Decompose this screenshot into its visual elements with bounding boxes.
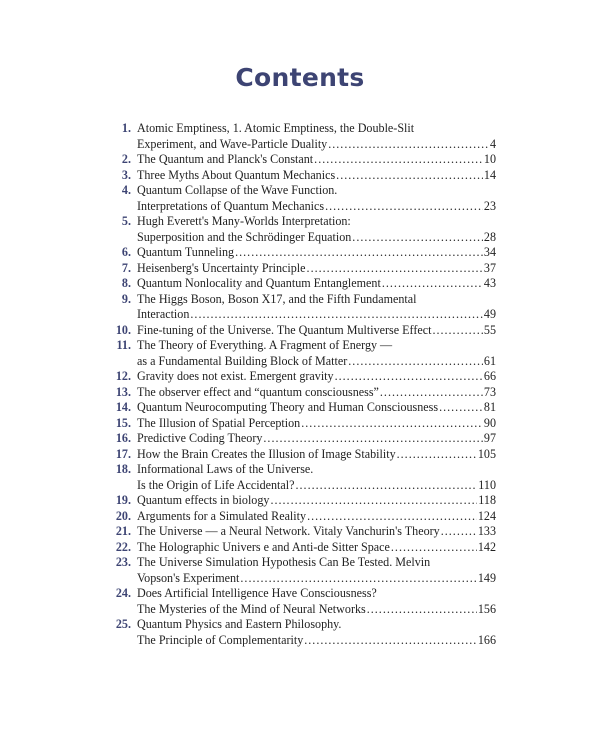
toc-entry xyxy=(108,524,496,540)
toc-entry-title-line: Predictive Coding Theory xyxy=(137,431,263,445)
toc-entry-leader-line xyxy=(137,493,496,509)
toc-entry-page-number: 43 xyxy=(483,276,496,290)
toc-entry-title-line: The Mysteries of the Mind of Neural Networks xyxy=(137,601,366,616)
toc-entry-title-line: Experiment, and Wave-Particle Duality xyxy=(137,136,328,151)
toc-entry-page-number: 49 xyxy=(483,307,496,321)
toc-entry-page-number: 34 xyxy=(483,245,496,259)
toc-entry-number: 5. xyxy=(121,214,131,228)
dot-leader xyxy=(263,431,483,447)
toc-entry-title-line: The observer effect and “quantum consciousness” xyxy=(137,384,379,399)
toc-entry xyxy=(108,447,496,463)
toc-entry-title-line: The Higgs Boson, Boson X17, and the Fifth Fundamental xyxy=(137,291,417,306)
toc-entry-title-line: The Universe Simulation Hypothesis Can Be Tested. Melvin xyxy=(137,555,431,569)
toc-entry xyxy=(108,431,496,447)
toc-entry-body xyxy=(137,276,496,292)
toc-entry-page-number: 90 xyxy=(483,415,496,430)
toc-entry-leader-line xyxy=(137,323,496,339)
dot-leader xyxy=(296,478,478,494)
dot-leader xyxy=(314,152,483,168)
toc-entry-page-number: 55 xyxy=(483,322,496,337)
toc-entry-body xyxy=(137,431,496,447)
toc-entry xyxy=(108,183,496,214)
toc-entry-page-number: 110 xyxy=(478,477,496,492)
toc-entry-page-number: 118 xyxy=(478,493,496,507)
dot-leader xyxy=(397,447,477,463)
toc-entry-body xyxy=(137,261,496,277)
toc-entry-leader-line xyxy=(137,261,496,277)
toc-entry-number: 15. xyxy=(115,415,131,430)
dot-leader xyxy=(240,571,476,587)
toc-entry-title-line: Arguments for a Simulated Reality xyxy=(137,508,307,523)
toc-entry-number: 19. xyxy=(115,493,131,507)
toc-entry-page-number: 23 xyxy=(483,198,496,213)
toc-entry-leader-line xyxy=(137,385,496,401)
toc-entry xyxy=(108,152,496,168)
toc-entry-number: 17. xyxy=(115,446,131,461)
toc-entry-body xyxy=(137,183,496,214)
toc-entry xyxy=(108,338,496,369)
toc-entry-leader-line xyxy=(137,478,496,494)
toc-entry-body xyxy=(137,323,496,339)
toc-entry-page-number: 97 xyxy=(483,431,496,445)
toc-entry-page-number: 4 xyxy=(489,136,496,151)
toc-entry-number: 8. xyxy=(121,276,131,290)
toc-entry-number: 16. xyxy=(115,431,131,445)
toc-entry-title-line: Is the Origin of Life Accidental? xyxy=(137,477,295,492)
dot-leader xyxy=(270,493,477,509)
toc-entry-body xyxy=(137,385,496,401)
toc-entry-page-number: 166 xyxy=(477,632,496,647)
toc-entry-leader-line xyxy=(137,230,496,246)
toc-entry-number: 2. xyxy=(121,152,131,166)
toc-entry-leader-line xyxy=(137,602,496,618)
toc-entry xyxy=(108,555,496,586)
toc-entry-page-number: 10 xyxy=(483,152,496,166)
toc-entry-page-number: 28 xyxy=(483,229,496,244)
toc-entry-body xyxy=(137,292,496,323)
dot-leader xyxy=(307,509,477,525)
toc-entry-title-line: Quantum Neurocomputing Theory and Human Consciousness xyxy=(137,400,439,414)
toc-entry-leader-line xyxy=(137,447,496,463)
dot-leader xyxy=(301,416,483,432)
toc-entry-page-number: 66 xyxy=(483,369,496,383)
dot-leader xyxy=(190,307,483,323)
toc-entry-body xyxy=(137,493,496,509)
toc-entry-body xyxy=(137,416,496,432)
dot-leader xyxy=(432,323,482,339)
toc-entry-title-line: Quantum Collapse of the Wave Function. xyxy=(137,183,338,197)
toc-entry-title-line: Vopson's Experiment xyxy=(137,570,240,585)
toc-entry-page-number: 14 xyxy=(483,167,496,182)
toc-entry-body xyxy=(137,369,496,385)
toc-entry-page-number: 149 xyxy=(477,570,496,585)
toc-entry-body xyxy=(137,121,496,152)
toc-entry-leader-line xyxy=(137,307,496,323)
toc-entry-title-line: Superposition and the Schrödinger Equation xyxy=(137,229,352,244)
toc-entry xyxy=(108,385,496,401)
toc-entry-number: 25. xyxy=(115,617,131,631)
toc-entry-page-number: 156 xyxy=(477,601,496,616)
dot-leader xyxy=(382,276,483,292)
toc-entry-number: 20. xyxy=(115,508,131,523)
toc-entry xyxy=(108,292,496,323)
toc-entry-title-line: The Illusion of Spatial Perception xyxy=(137,415,301,430)
toc-entry-leader-line xyxy=(137,354,496,370)
toc-entry xyxy=(108,462,496,493)
toc-entry-number: 11. xyxy=(116,338,131,352)
toc-entry-leader-line xyxy=(137,152,496,168)
toc-entry xyxy=(108,509,496,525)
toc-entry-leader-line xyxy=(137,400,496,416)
toc-entry-number: 9. xyxy=(121,291,131,306)
toc-entry xyxy=(108,586,496,617)
toc-entry-page-number: 124 xyxy=(477,508,496,523)
toc-entry-page-number: 61 xyxy=(483,353,496,368)
toc-entry-number: 10. xyxy=(115,322,131,337)
toc-entry xyxy=(108,276,496,292)
toc-entry-title-line: Quantum effects in biology xyxy=(137,493,270,507)
toc-entry-body xyxy=(137,524,496,540)
toc-entry-page-number: 37 xyxy=(483,260,496,275)
toc-entry-leader-line xyxy=(137,540,496,556)
toc-entry-leader-line xyxy=(137,416,496,432)
toc-entry-title-line: Informational Laws of the Universe. xyxy=(137,462,314,476)
toc-entry-leader-line xyxy=(137,168,496,184)
toc-entry-page-number: 142 xyxy=(477,539,496,554)
dot-leader xyxy=(304,633,477,649)
toc-entry-title-line: Three Myths About Quantum Mechanics xyxy=(137,167,336,182)
dot-leader xyxy=(348,354,483,370)
toc-entry-body xyxy=(137,338,496,369)
toc-entry-title-line: The Universe — a Neural Network. Vitaly Vanchurin's Theory xyxy=(137,524,440,538)
toc-entry xyxy=(108,369,496,385)
toc-entry-title-line: Hugh Everett's Many-Worlds Interpretation: xyxy=(137,214,351,228)
toc-entry xyxy=(108,400,496,416)
toc-entry-title-line: Gravity does not exist. Emergent gravity xyxy=(137,369,334,383)
toc-entry-body xyxy=(137,245,496,261)
toc-entry-leader-line xyxy=(137,633,496,649)
toc-entry-title-line: The Theory of Everything. A Fragment of Energy — xyxy=(137,338,393,352)
toc-entry-leader-line xyxy=(137,199,496,215)
toc-entry-title-line: Fine-tuning of the Universe. The Quantum Multiverse Effect xyxy=(137,322,432,337)
toc-entry-number: 12. xyxy=(115,369,131,383)
toc-entry-title-line: Interpretations of Quantum Mechanics xyxy=(137,198,325,213)
dot-leader xyxy=(441,524,477,540)
toc-entry xyxy=(108,214,496,245)
toc-entry-page-number: 73 xyxy=(483,384,496,399)
toc-entry-number: 23. xyxy=(115,555,131,569)
dot-leader xyxy=(391,540,477,556)
toc-entry-body xyxy=(137,447,496,463)
toc-entry xyxy=(108,261,496,277)
toc-entry xyxy=(108,168,496,184)
toc-entry-body xyxy=(137,152,496,168)
toc-entry-page-number: 81 xyxy=(483,400,496,414)
page-title: Contents xyxy=(235,63,365,92)
toc-entry-page-number: 105 xyxy=(477,446,496,461)
toc-entry xyxy=(108,245,496,261)
toc-entry-body xyxy=(137,617,496,648)
toc-entry-title-line: Quantum Nonlocality and Quantum Entanglement xyxy=(137,276,381,290)
toc-entry-body xyxy=(137,214,496,245)
toc-entry-number: 13. xyxy=(115,384,131,399)
toc-entry-title-line: Atomic Emptiness, 1. Atomic Emptiness, the Double-Slit xyxy=(137,121,415,135)
toc-entry-title-line: How the Brain Creates the Illusion of Image Stability xyxy=(137,446,396,461)
toc-entry-number: 4. xyxy=(121,183,131,197)
table-of-contents xyxy=(108,121,496,648)
toc-entry-title-line: Heisenberg's Uncertainty Principle xyxy=(137,260,306,275)
toc-entry-leader-line xyxy=(137,431,496,447)
toc-entry xyxy=(108,617,496,648)
toc-entry-number: 24. xyxy=(115,586,131,600)
toc-entry-title-line: The Holographic Univers e and Anti-de Sitter Space xyxy=(137,539,390,554)
toc-entry-leader-line xyxy=(137,245,496,261)
toc-entry-leader-line xyxy=(137,524,496,540)
dot-leader xyxy=(328,137,489,153)
dot-leader xyxy=(235,245,483,261)
dot-leader xyxy=(380,385,483,401)
toc-entry-leader-line xyxy=(137,137,496,153)
toc-entry-page-number: 133 xyxy=(477,524,496,538)
dot-leader xyxy=(325,199,483,215)
toc-entry xyxy=(108,416,496,432)
toc-entry xyxy=(108,323,496,339)
dot-leader xyxy=(367,602,477,618)
toc-entry-number: 6. xyxy=(121,245,131,259)
toc-entry-body xyxy=(137,168,496,184)
toc-entry-leader-line xyxy=(137,509,496,525)
toc-entry-number: 3. xyxy=(121,167,131,182)
toc-entry-body xyxy=(137,555,496,586)
toc-entry-title-line: Quantum Tunneling xyxy=(137,245,235,259)
toc-entry-body xyxy=(137,462,496,493)
toc-entry-number: 21. xyxy=(115,524,131,538)
dot-leader xyxy=(336,168,483,184)
toc-entry-body xyxy=(137,540,496,556)
toc-entry xyxy=(108,540,496,556)
toc-entry-number: 14. xyxy=(115,400,131,414)
toc-entry-body xyxy=(137,509,496,525)
toc-entry-number: 18. xyxy=(115,462,131,476)
toc-entry-leader-line xyxy=(137,571,496,587)
toc-entry-title-line: The Quantum and Planck's Constant xyxy=(137,152,314,166)
toc-entry-body xyxy=(137,586,496,617)
dot-leader xyxy=(335,369,483,385)
dot-leader xyxy=(439,400,483,416)
toc-entry-number: 7. xyxy=(121,260,131,275)
toc-entry-title-line: The Principle of Complementarity xyxy=(137,632,304,647)
dot-leader xyxy=(307,261,483,277)
toc-entry-number: 22. xyxy=(115,539,131,554)
toc-entry-leader-line xyxy=(137,276,496,292)
toc-entry-leader-line xyxy=(137,369,496,385)
toc-entry-title-line: Interaction xyxy=(137,307,190,321)
toc-entry-number: 1. xyxy=(121,121,131,135)
toc-entry-title-line: Does Artificial Intelligence Have Consciousness? xyxy=(137,586,377,600)
dot-leader xyxy=(352,230,483,246)
toc-entry-body xyxy=(137,400,496,416)
toc-entry xyxy=(108,493,496,509)
toc-entry-title-line: as a Fundamental Building Block of Matter xyxy=(137,353,348,368)
toc-entry xyxy=(108,121,496,152)
toc-entry-title-line: Quantum Physics and Eastern Philosophy. xyxy=(137,617,342,631)
